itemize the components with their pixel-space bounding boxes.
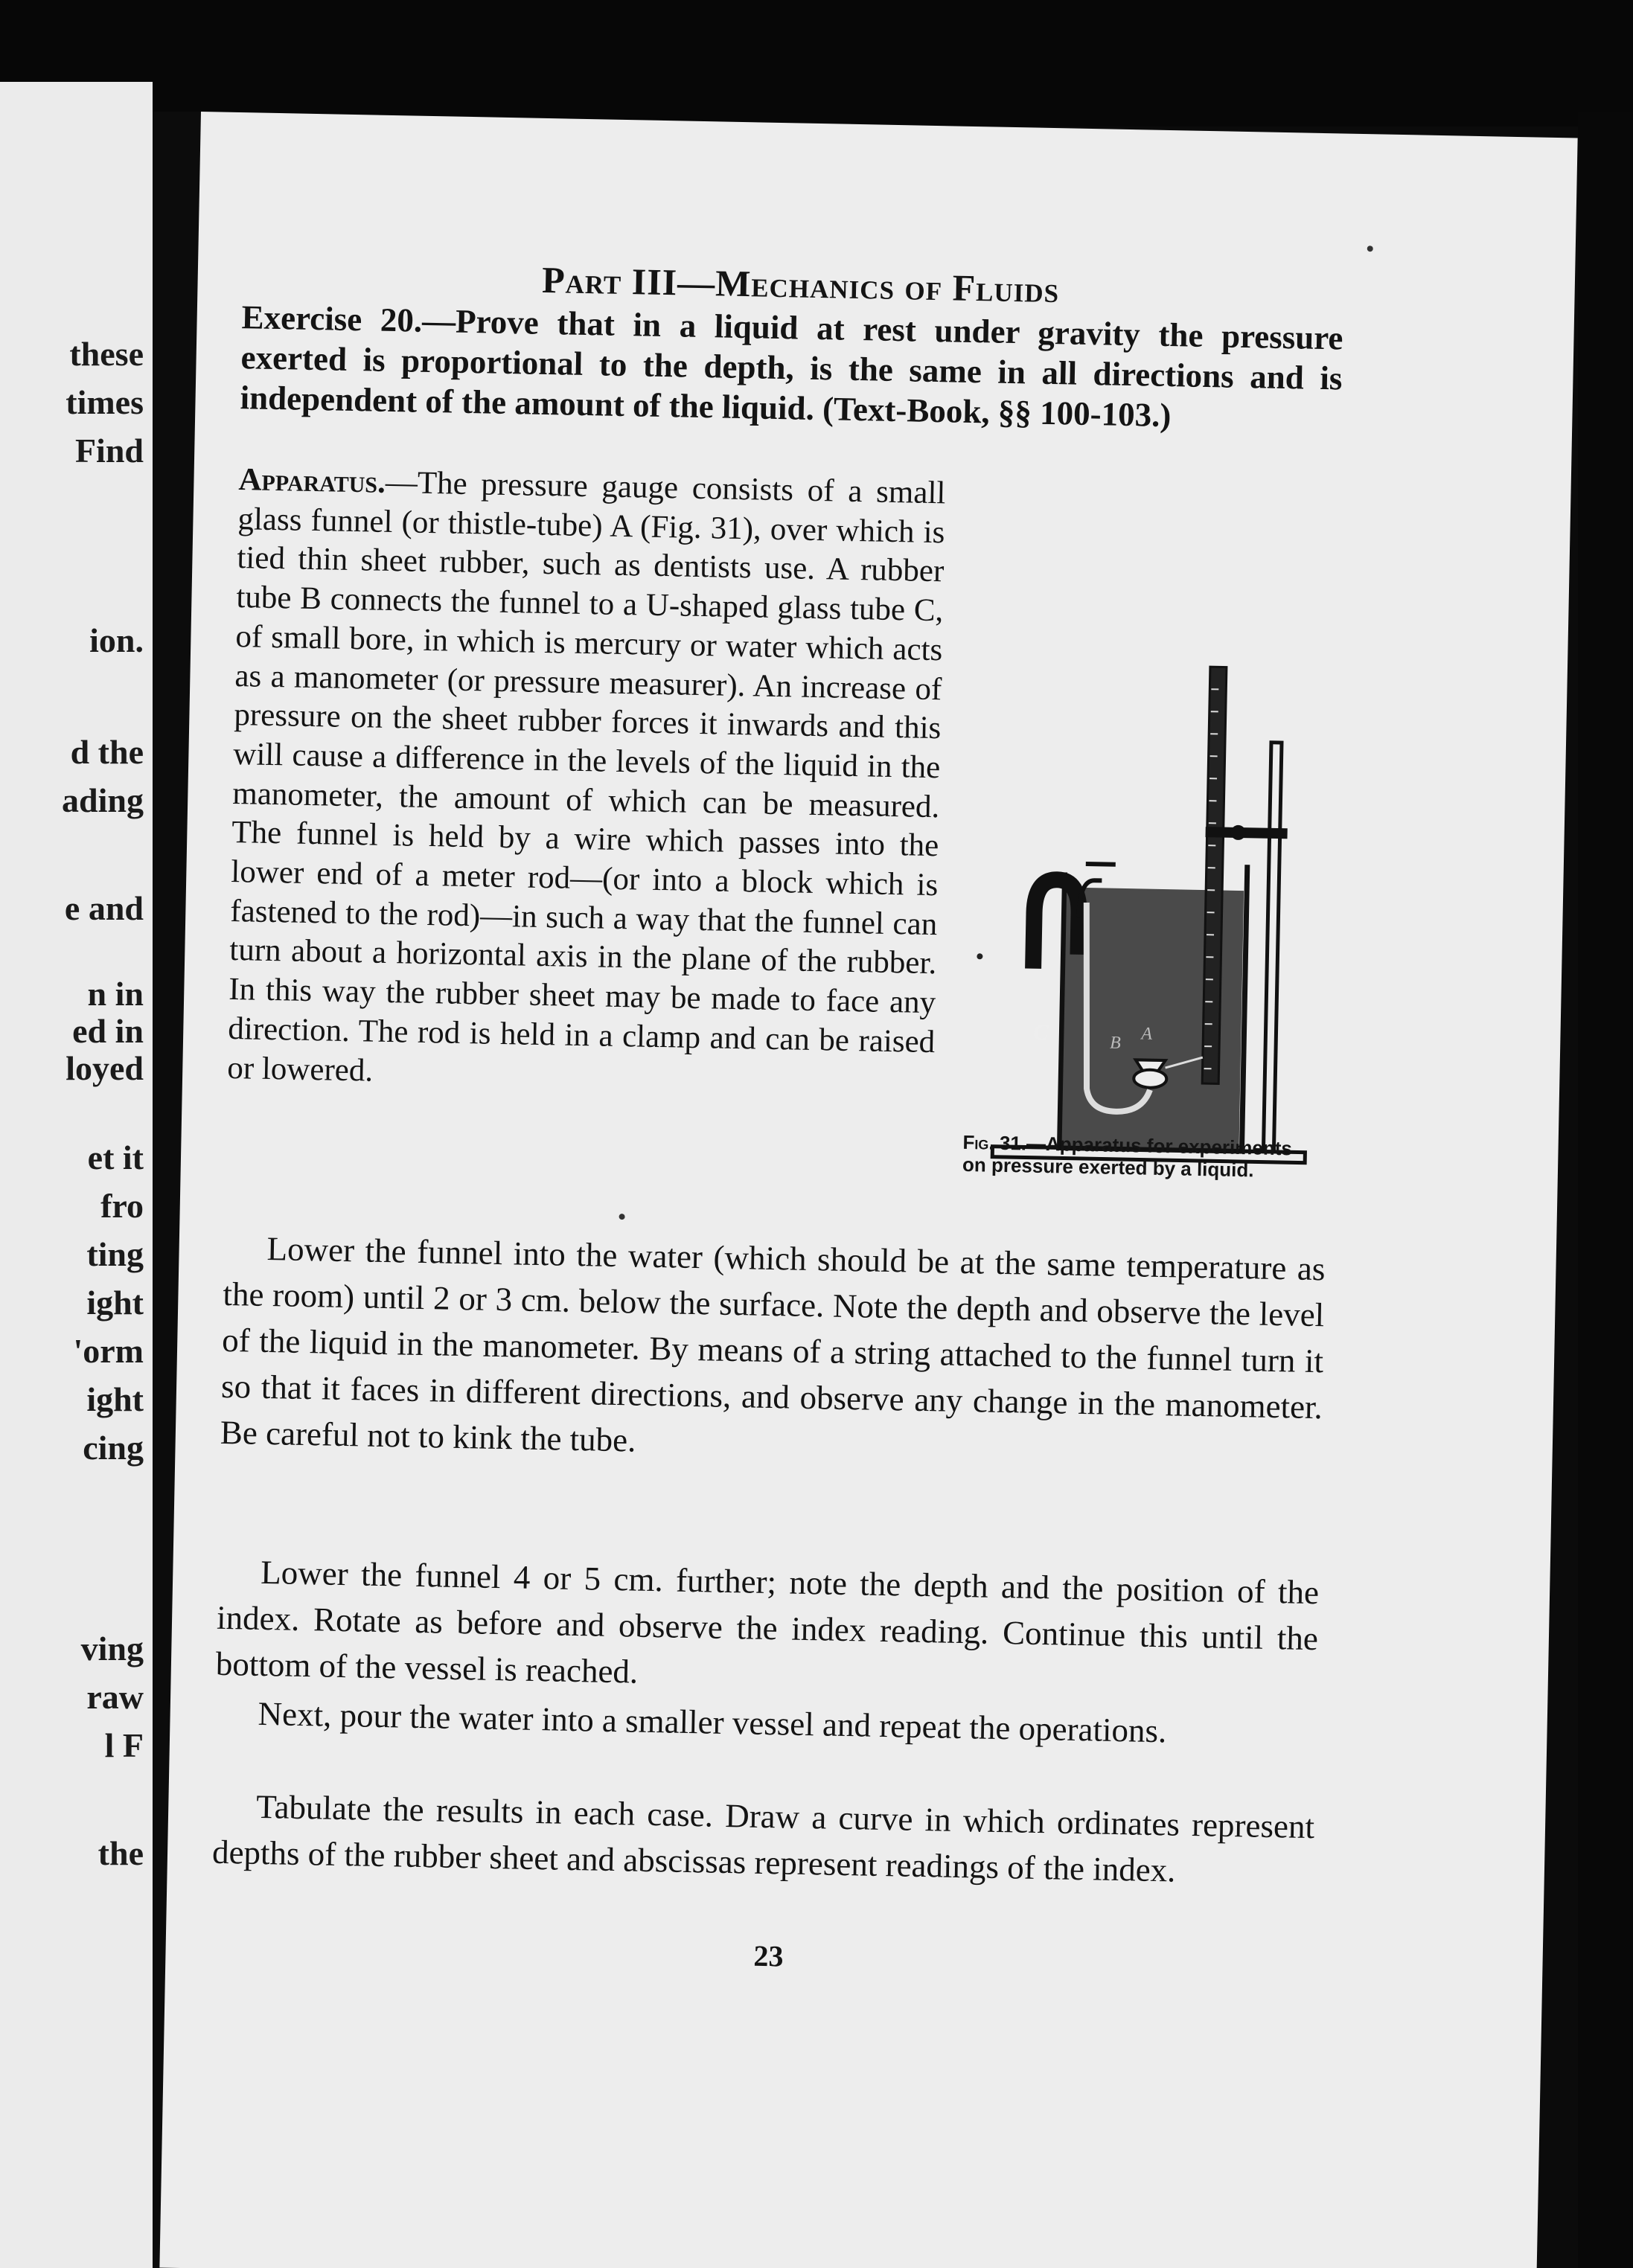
paragraph-lower-funnel: Lower the funnel into the water (which should be at the same temperature as the room) until 2 or 3 cm. below the surface. Note the depth and observe the level of the liquid in the manometer. By means of a string attached to the funnel turn it so that it faces in different directions, and observe any change in the manometer. Be careful not to kink the tube. <box>220 1229 1326 1459</box>
left-fragment: ight <box>86 1284 144 1322</box>
left-fragment: e and <box>64 889 144 927</box>
left-fragment: d the <box>70 733 144 771</box>
book-page <box>159 112 1577 2268</box>
paragraph-lower-further: Lower the funnel 4 or 5 cm. further; note the depth and the position of the index. Rotate as before and observe the index reading. Continue this until the bottom of the vessel is reached. <box>215 1553 1320 1691</box>
apparatus-lead: Apparatus. <box>238 462 386 500</box>
left-fragment: Find <box>74 432 144 470</box>
left-fragment: ion. <box>89 621 144 659</box>
left-fragment: the <box>98 1834 144 1872</box>
left-fragment: raw <box>86 1678 144 1716</box>
label-b: B <box>1109 1033 1122 1053</box>
left-fragment: loyed <box>65 1049 144 1087</box>
left-fragment: these <box>69 335 144 373</box>
left-fragment: ving <box>80 1630 144 1668</box>
left-fragment: times <box>65 383 144 421</box>
left-fragment: fro <box>100 1187 144 1225</box>
paragraph-smaller-vessel: Next, pour the water into a smaller vessel and repeat the operations. <box>258 1694 1167 1750</box>
apparatus-paragraph <box>227 461 946 1101</box>
left-page-fragment <box>0 82 153 2268</box>
scan-speck <box>619 1214 625 1220</box>
stand-rod <box>1263 743 1282 1152</box>
figure-caption <box>962 1131 1320 1182</box>
label-c: C <box>1033 1019 1049 1045</box>
scan-speck <box>1367 246 1373 252</box>
page-heading: Part III—Mechanics of Fluids <box>541 258 1060 311</box>
page-number: 23 <box>753 1938 784 1973</box>
label-a: A <box>1141 1024 1153 1044</box>
figure-caption-label: Fig. 31. <box>962 1130 1027 1155</box>
scanner-background-top <box>0 0 1633 126</box>
left-fragment: ight <box>86 1380 144 1418</box>
clamp <box>1206 827 1288 839</box>
left-fragment: cing <box>83 1429 144 1467</box>
apparatus-text: —The pressure gauge consists of a small glass funnel (or thistle-tube) A (Fig. 31), over which is tied thin sheet rubber, such as dentists use. A rubber tube B connects the funnel to a U-shaped glass tube C, of small bore, in which is mercury or water which acts as a manometer (or pressure measurer). An increase of pressure on the sheet rubber forces it inwards and this will cause a difference in the levels of the liquid in the manometer, the amount of which can be measured. The funnel is held by a wire which passes into the lower end of a meter rod—(or into a block which is fastened to the rod)—in such a way that the funnel can turn about a horizontal axis in the plane of the rubber. In this way the rubber sheet may be made to face any direction. The rod is held in a clamp and can be raised or lowered. <box>226 464 946 1089</box>
left-fragment: n in <box>87 975 144 1013</box>
left-fragment: l F <box>104 1726 144 1764</box>
left-fragment: et it <box>87 1138 144 1176</box>
left-fragment: ting <box>86 1235 144 1273</box>
left-fragment: ed in <box>72 1012 144 1050</box>
left-fragment: ading <box>62 781 144 819</box>
paragraph-tabulate: Tabulate the results in each case. Draw a curve in which ordinates represent depths of the rubber sheet and abscissas represent readings of the index. <box>211 1787 1315 1889</box>
scanner-background-right <box>1578 112 1633 2268</box>
figure-caption-text: —Apparatus for experiments on pressure exerted by a liquid. <box>962 1132 1293 1182</box>
left-fragment: 'orm <box>73 1332 144 1370</box>
exercise-statement: Exercise 20.—Prove that in a liquid at rest under gravity the pressure exerted is proportional to the depth, is the same in all directions and is independent of the amount of the liquid. (Text-Book, §§ 100-103.) <box>240 298 1343 435</box>
